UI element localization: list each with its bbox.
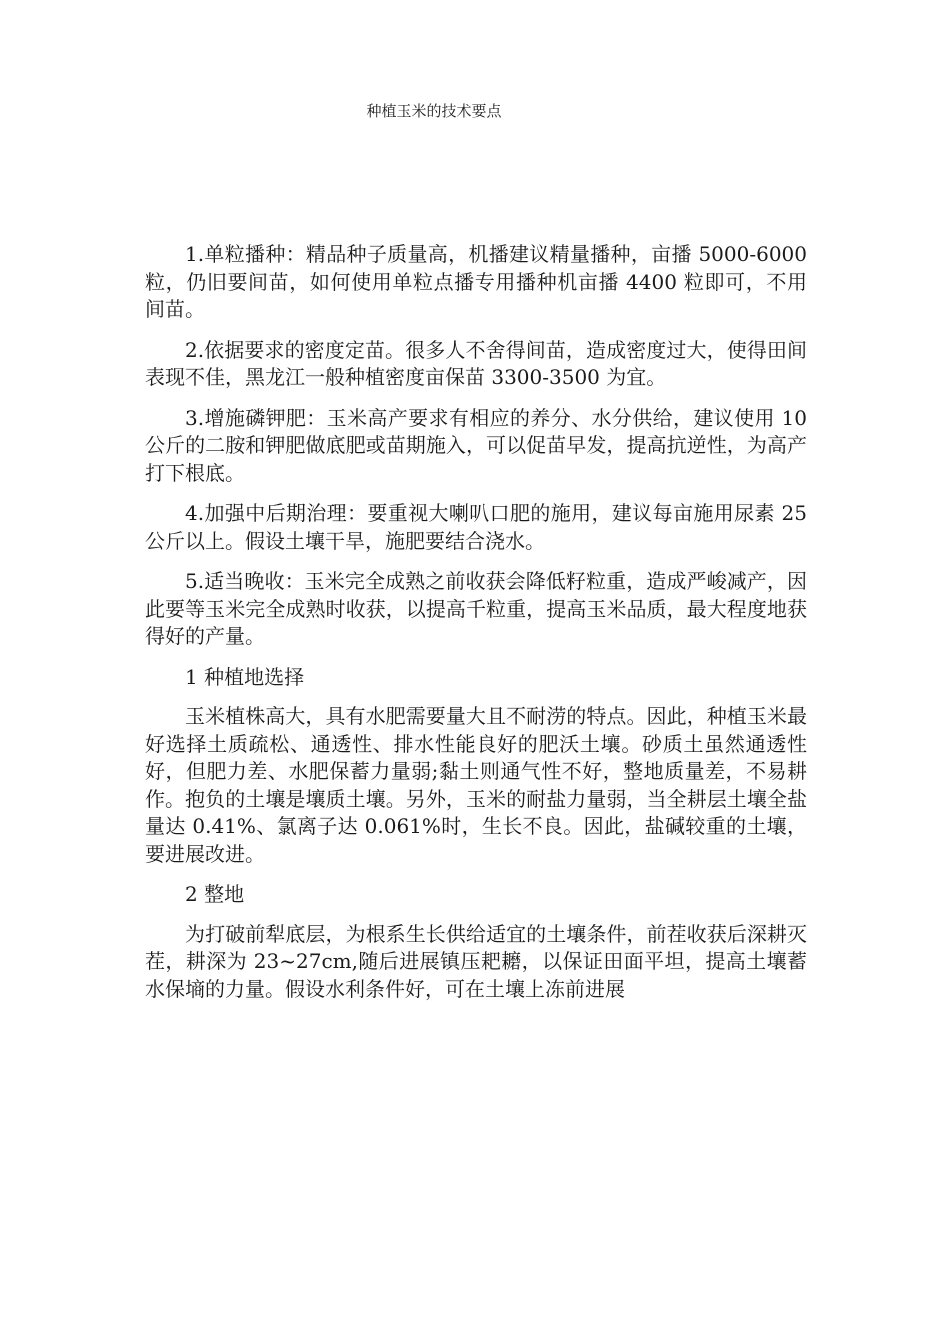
paragraph-phosphorus-potassium: 3.增施磷钾肥：玉米高产要求有相应的养分、水分供给，建议使用 10 公斤的二胺和钾肥做底肥或苗期施入，可以促苗早发，提高抗逆性，为高产打下根底。: [145, 405, 807, 485]
paragraph-single-seed-sowing: 1.单粒播种：精品种子质量高，机播建议精量播种，亩播 5000-6000 粒，仍旧要间苗，如何使用单粒点播专用播种机亩播 4400 粒即可，不用间苗。: [145, 242, 807, 321]
page-header-title: 种植玉米的技术要点: [366, 102, 502, 120]
paragraph-land-preparation: 为打破前犁底层，为根系生长供给适宜的土壤条件，前茬收获后深耕灭茬，耕深为 23~27cm,随后进展镇压耙耱，以保证田面平坦，提高土壤蓄水保墒的力量。假设水利条件好，可在土壤上冻前进展: [145, 921, 807, 1001]
paragraph-seedling-density: 2.依据要求的密度定苗。很多人不舍得间苗，造成密度过大，使得田间表现不佳，黑龙江一般种植密度亩保苗 3300-3500 为宜。: [145, 337, 807, 389]
paragraph-mid-late-management: 4.加强中后期治理：要重视大喇叭口肥的施用，建议每亩施用尿素 25 公斤以上。假设土壤干旱，施肥要结合浇水。: [145, 501, 807, 553]
paragraph-late-harvest: 5.适当晚收：玉米完全成熟之前收获会降低籽粒重，造成严峻减产，因此要等玉米完全成熟时收获，以提高千粒重，提高玉米品质，最大程度地获得好的产量。: [145, 569, 807, 648]
section-heading-site-selection: 1 种植地选择: [185, 664, 305, 689]
paragraph-site-selection: 玉米植株高大，具有水肥需要量大且不耐涝的特点。因此，种植玉米最好选择土质疏松、通透性、排水性能良好的肥沃土壤。砂质土虽然通透性好，但肥力差、水肥保蓄力量弱;黏土则通气性不好，整地质量差，不易耕作。抱负的土壤是壤质土壤。另外，玉米的耐盐力量弱，当全耕层土壤全盐量达 0.41%、氯离子达 0.061%时，生长不良。因此，盐碱较重的土壤，要进展改进。: [145, 704, 807, 866]
section-heading-land-preparation: 2 整地: [185, 882, 245, 906]
document-body: [145, 241, 807, 1016]
